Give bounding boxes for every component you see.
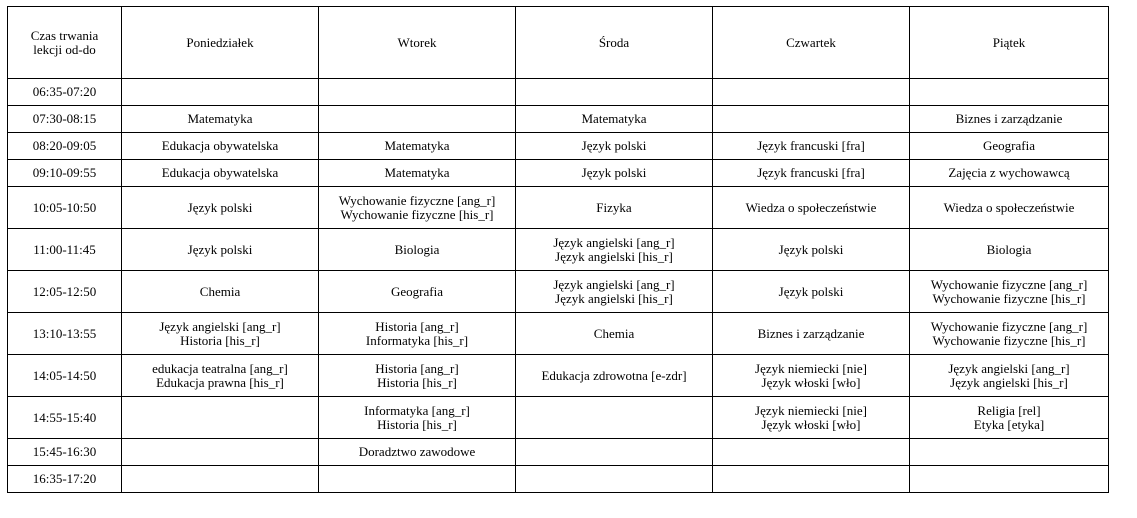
lesson-name: Biznes i zarządzanie: [757, 325, 865, 341]
lesson-cell-monday: [122, 271, 319, 313]
lesson-row: [8, 271, 1109, 313]
lesson-cell-monday: [122, 439, 319, 466]
lesson-name: Etyka [etyka]: [973, 416, 1045, 432]
lesson-name: Wychowanie fizyczne [his_r]: [932, 290, 1086, 306]
lesson-cell-friday: [910, 397, 1109, 439]
lesson-name: Geografia: [983, 138, 1035, 153]
lesson-cell-friday: [910, 313, 1109, 355]
header-day-wednesday: Środa: [516, 7, 713, 79]
lesson-name: Matematyka: [187, 111, 253, 126]
lesson-cell-wednesday: [516, 271, 713, 313]
lesson-name: Język francuski [fra]: [757, 138, 865, 153]
lesson-row: [8, 466, 1109, 493]
time-cell: 11:00-11:45: [8, 229, 122, 271]
lesson-name: Język angielski [ang_r]: [948, 360, 1070, 376]
lesson-cell-tuesday: [319, 133, 516, 160]
timetable: [7, 6, 1109, 493]
lesson-cell-friday: [910, 79, 1109, 106]
lesson-cell-monday: [122, 133, 319, 160]
lesson-row: [8, 106, 1109, 133]
time-cell: 14:05-14:50: [8, 355, 122, 397]
lesson-name: Geografia: [391, 283, 443, 299]
lesson-name: Matematyka: [581, 111, 647, 126]
lesson-name: Wiedza o społeczeństwie: [943, 199, 1075, 215]
lesson-name: Język polski: [187, 199, 253, 215]
time-cell: 14:55-15:40: [8, 397, 122, 439]
lesson-cell-tuesday: [319, 439, 516, 466]
lesson-name: Edukacja obywatelska: [161, 138, 279, 153]
time-cell: 10:05-10:50: [8, 187, 122, 229]
lesson-cell-thursday: [713, 187, 910, 229]
lesson-cell-monday: [122, 106, 319, 133]
lesson-name: Język angielski [ang_r]: [553, 276, 675, 292]
lesson-cell-friday: [910, 106, 1109, 133]
lesson-cell-wednesday: [516, 229, 713, 271]
lesson-name: Wychowanie fizyczne [ang_r]: [930, 318, 1088, 334]
lesson-name: Edukacja obywatelska: [161, 165, 279, 180]
lesson-name: Wychowanie fizyczne [his_r]: [932, 332, 1086, 348]
lesson-cell-wednesday: [516, 160, 713, 187]
lesson-name: Historia [his_r]: [180, 332, 260, 348]
lesson-name: Język polski: [778, 283, 844, 299]
header-day-friday: Piątek: [910, 7, 1109, 79]
lesson-cell-thursday: [713, 397, 910, 439]
lesson-name: Wychowanie fizyczne [ang_r]: [338, 192, 496, 208]
header-row: [8, 7, 1109, 79]
lesson-cell-wednesday: [516, 187, 713, 229]
lesson-cell-thursday: [713, 439, 910, 466]
lesson-name: Edukacja zdrowotna [e-zdr]: [541, 367, 687, 383]
lesson-cell-wednesday: [516, 397, 713, 439]
lesson-cell-tuesday: [319, 229, 516, 271]
lesson-cell-monday: [122, 229, 319, 271]
lesson-name: Język niemiecki [nie]: [755, 402, 867, 418]
lesson-name: Informatyka [his_r]: [365, 332, 469, 348]
lesson-cell-wednesday: [516, 439, 713, 466]
lesson-row: [8, 133, 1109, 160]
lesson-cell-tuesday: [319, 79, 516, 106]
lesson-name: Religia [rel]: [977, 402, 1041, 418]
lesson-name: Zajęcia z wychowawcą: [948, 165, 1070, 180]
lesson-cell-monday: [122, 160, 319, 187]
lesson-name: Matematyka: [384, 165, 450, 180]
lesson-name: Język polski: [581, 138, 647, 153]
lesson-row: [8, 187, 1109, 229]
lesson-cell-wednesday: [516, 106, 713, 133]
lesson-name: Język włoski [wło]: [761, 416, 861, 432]
lesson-cell-friday: [910, 133, 1109, 160]
lesson-name: Język francuski [fra]: [757, 165, 865, 180]
lesson-cell-tuesday: [319, 397, 516, 439]
lesson-cell-thursday: [713, 229, 910, 271]
header-time-cell: [8, 7, 122, 79]
lesson-cell-monday: [122, 355, 319, 397]
lesson-cell-friday: [910, 229, 1109, 271]
header-time-label: lekcji od-do: [33, 41, 96, 57]
lesson-cell-tuesday: [319, 106, 516, 133]
lesson-cell-wednesday: [516, 313, 713, 355]
lesson-name: Język niemiecki [nie]: [755, 360, 867, 376]
lesson-cell-friday: [910, 160, 1109, 187]
lesson-row: [8, 229, 1109, 271]
lesson-cell-monday: [122, 397, 319, 439]
lesson-cell-friday: [910, 271, 1109, 313]
header-time-label: Czas trwania: [30, 27, 99, 43]
lesson-cell-monday: [122, 187, 319, 229]
lesson-name: Doradztwo zawodowe: [358, 444, 476, 459]
lesson-name: Chemia: [199, 283, 241, 299]
lesson-cell-wednesday: [516, 79, 713, 106]
lesson-cell-tuesday: [319, 466, 516, 493]
lesson-cell-monday: [122, 466, 319, 493]
lesson-name: Historia [his_r]: [377, 416, 457, 432]
lesson-name: Język włoski [wło]: [761, 374, 861, 390]
lesson-name: Język angielski [his_r]: [555, 290, 673, 306]
lesson-cell-monday: [122, 79, 319, 106]
lesson-name: Język angielski [ang_r]: [553, 234, 675, 250]
lesson-cell-wednesday: [516, 355, 713, 397]
lesson-cell-thursday: [713, 160, 910, 187]
lesson-cell-wednesday: [516, 466, 713, 493]
lesson-name: Język angielski [ang_r]: [159, 318, 281, 334]
lesson-cell-friday: [910, 355, 1109, 397]
lesson-name: Biologia: [986, 241, 1032, 257]
lesson-cell-tuesday: [319, 187, 516, 229]
lesson-name: Wiedza o społeczeństwie: [745, 199, 877, 215]
lesson-name: Język polski: [778, 241, 844, 257]
lesson-name: Język polski: [187, 241, 253, 257]
time-cell: 12:05-12:50: [8, 271, 122, 313]
lesson-cell-friday: [910, 187, 1109, 229]
lesson-name: Język angielski [his_r]: [555, 248, 673, 264]
lesson-name: edukacja teatralna [ang_r]: [152, 360, 288, 376]
lesson-row: [8, 355, 1109, 397]
lesson-cell-tuesday: [319, 271, 516, 313]
lesson-name: Edukacja prawna [his_r]: [156, 374, 284, 390]
lesson-row: [8, 313, 1109, 355]
time-cell: 06:35-07:20: [8, 79, 122, 106]
time-cell: 15:45-16:30: [8, 439, 122, 466]
lesson-name: Fizyka: [596, 199, 632, 215]
lesson-name: Informatyka [ang_r]: [364, 402, 470, 418]
header-day-monday: Poniedziałek: [122, 7, 319, 79]
lesson-name: Język angielski [his_r]: [950, 374, 1068, 390]
lesson-cell-tuesday: [319, 355, 516, 397]
lesson-cell-thursday: [713, 79, 910, 106]
lesson-row: [8, 439, 1109, 466]
lesson-name: Wychowanie fizyczne [his_r]: [340, 206, 494, 222]
lesson-row: [8, 397, 1109, 439]
lesson-name: Historia [his_r]: [377, 374, 457, 390]
lesson-cell-thursday: [713, 466, 910, 493]
lesson-name: Matematyka: [384, 138, 450, 153]
lesson-cell-tuesday: [319, 313, 516, 355]
lesson-row: [8, 160, 1109, 187]
lesson-cell-thursday: [713, 313, 910, 355]
lesson-row: [8, 79, 1109, 106]
lesson-name: Wychowanie fizyczne [ang_r]: [930, 276, 1088, 292]
time-cell: 13:10-13:55: [8, 313, 122, 355]
time-cell: 16:35-17:20: [8, 466, 122, 493]
lesson-name: Historia [ang_r]: [375, 318, 459, 334]
time-cell: 08:20-09:05: [8, 133, 122, 160]
lesson-name: Chemia: [593, 325, 635, 341]
lesson-cell-monday: [122, 313, 319, 355]
header-day-thursday: Czwartek: [713, 7, 910, 79]
lesson-name: Biznes i zarządzanie: [955, 111, 1063, 126]
time-cell: 07:30-08:15: [8, 106, 122, 133]
header-day-tuesday: Wtorek: [319, 7, 516, 79]
lesson-name: Historia [ang_r]: [375, 360, 459, 376]
lesson-cell-tuesday: [319, 160, 516, 187]
lesson-cell-wednesday: [516, 133, 713, 160]
lesson-cell-thursday: [713, 271, 910, 313]
lesson-name: Biologia: [394, 241, 440, 257]
lesson-cell-thursday: [713, 133, 910, 160]
timetable-container: [7, 6, 1109, 493]
lesson-cell-thursday: [713, 106, 910, 133]
lesson-cell-friday: [910, 439, 1109, 466]
lesson-cell-friday: [910, 466, 1109, 493]
lesson-cell-thursday: [713, 355, 910, 397]
lesson-name: Język polski: [581, 165, 647, 180]
time-cell: 09:10-09:55: [8, 160, 122, 187]
